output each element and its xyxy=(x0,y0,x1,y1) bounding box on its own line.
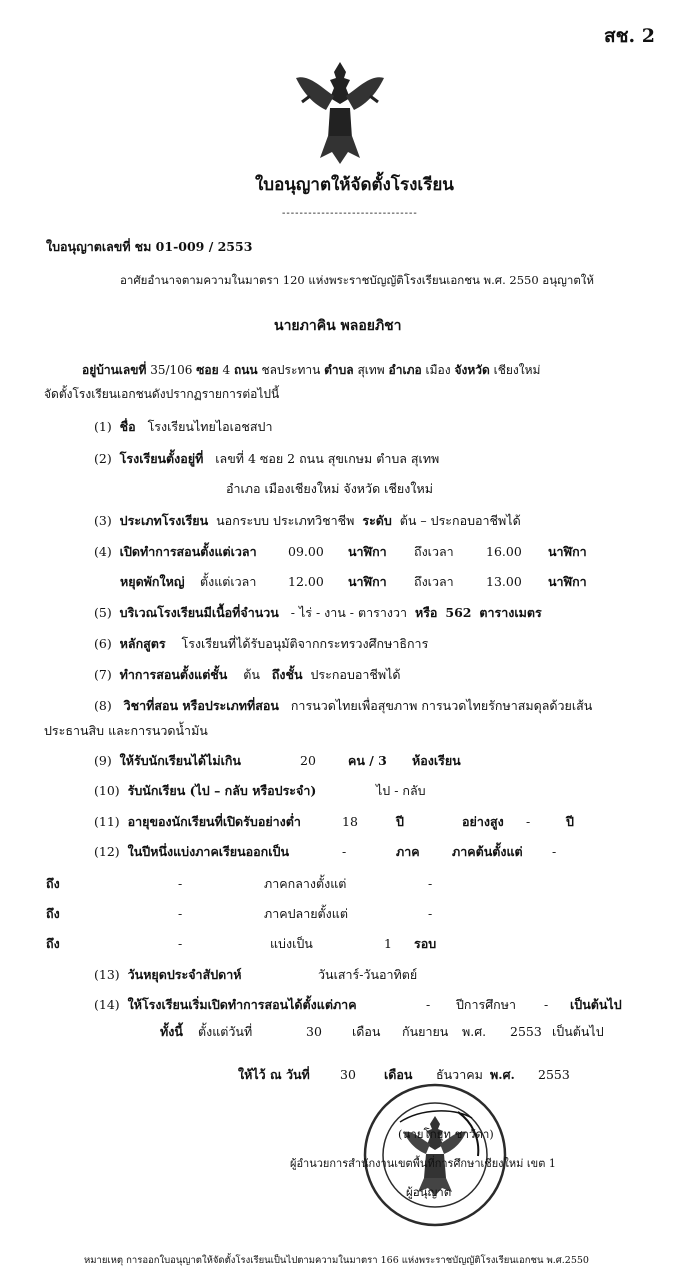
title-divider: ------------------------------- xyxy=(282,208,418,219)
to-grade-label: ถึงชั้น xyxy=(271,667,303,682)
term-count: - xyxy=(342,844,347,859)
license-number xyxy=(46,240,252,254)
last-term-start: - xyxy=(428,906,433,921)
rounds-unit: รอบ xyxy=(414,936,437,951)
effective-year: 2553 xyxy=(510,1024,542,1039)
item-label: ทำการสอนตั้งแต่ชั้น xyxy=(119,667,228,682)
item-value: โรงเรียนไทยไอเอชสปา xyxy=(147,419,273,434)
item-label: วิชาที่สอน หรือประเภทที่สอน xyxy=(123,698,279,713)
item-value: โรงเรียนที่ได้รับอนุมัติจากกระทรวงศึกษาธิการ xyxy=(181,636,429,651)
footnote: หมายเหตุ การออกใบอนุญาตให้จัดตั้งโรงเรียนเป็นไปตามความในมาตรา 166 แห่งพระราชบัญญัติโรงเรียนเอกชน พ.ศ.2550 xyxy=(84,1255,589,1266)
item-label: ให้รับนักเรียนได้ไม่เกิน xyxy=(119,753,241,768)
item-value: เลขที่ 4 ซอย 2 ถนน สุขเกษม ตำบล สุเทพ xyxy=(215,451,440,466)
house-label: อยู่บ้านเลขที่ xyxy=(82,363,147,377)
item-14 xyxy=(94,998,357,1012)
item-9 xyxy=(94,754,241,768)
sqm-unit: ตารางเมตร xyxy=(479,605,542,620)
effective-from: ตั้งแต่วันที่ xyxy=(198,1024,253,1039)
item-6 xyxy=(94,637,428,651)
rooms-label: ห้องเรียน xyxy=(412,753,461,768)
issued-label: ให้ไว้ ณ วันที่ xyxy=(238,1067,310,1082)
effective-label: ทั้งนี้ xyxy=(160,1024,183,1039)
break-end: 13.00 xyxy=(486,574,522,589)
signatory-role: ผู้อนุญาต xyxy=(406,1185,452,1199)
document-title: ใบอนุญาตให้จัดตั้งโรงเรียน xyxy=(255,175,454,195)
students-unit: คน / 3 xyxy=(348,753,387,768)
item-number: (7) xyxy=(94,667,112,682)
break-from: ตั้งแต่เวลา xyxy=(200,574,257,589)
item-8-line-2: ประธานสิบ และการนวดน้ำมัน xyxy=(44,723,208,738)
to-label: ถึงเวลา xyxy=(414,544,454,559)
district-value: เมือง xyxy=(425,363,451,377)
term-unit: ภาค xyxy=(396,844,420,859)
to-grade: ประกอบอาชีพได้ xyxy=(310,667,401,682)
break-start: 12.00 xyxy=(288,574,324,589)
address-line xyxy=(82,364,540,378)
item-number: (13) xyxy=(94,967,120,982)
to-3: ถึง xyxy=(46,936,60,951)
soi-value: 4 xyxy=(222,363,231,377)
authority-text: อาศัยอำนาจตามความในมาตรา 120 แห่งพระราชบัญญัติโรงเรียนเอกชน พ.ศ. 2550 อนุญาตให้ xyxy=(120,273,594,287)
road-value: ชลประทาน xyxy=(261,363,321,377)
to-1-value: - xyxy=(178,876,183,891)
item-number: (11) xyxy=(94,814,120,829)
item-label: อายุของนักเรียนที่เปิดรับอย่างต่ำ xyxy=(127,814,301,829)
item-label: ให้โรงเรียนเริ่มเปิดทำการสอนได้ตั้งแต่ภาค xyxy=(127,997,357,1012)
official-seal-icon xyxy=(362,1082,508,1228)
break-unit-2: นาฬิกา xyxy=(548,574,587,589)
item-label: บริเวณโรงเรียนมีเนื้อที่จำนวน xyxy=(119,605,279,620)
signatory-title: ผู้อำนวยการสำนักงานเขตพื้นที่การศึกษาเชียงใหม่ เขต 1 xyxy=(290,1157,556,1170)
weekend-value: วันเสาร์-วันอาทิตย์ xyxy=(318,967,418,982)
year-unit: ปี xyxy=(396,814,404,829)
item-number: (6) xyxy=(94,636,112,651)
garuda-emblem-icon xyxy=(290,56,390,168)
effective-day: 30 xyxy=(306,1024,322,1039)
mid-term-label: ภาคกลางตั้งแต่ xyxy=(264,876,347,891)
item-label: ประเภทโรงเรียน xyxy=(119,513,209,528)
item-label: รับนักเรียน (ไป – กลับ หรือประจำ) xyxy=(127,783,317,798)
issued-month-label: เดือน xyxy=(384,1067,413,1082)
item-label: โรงเรียนตั้งอยู่ที่ xyxy=(119,451,204,466)
academic-year-label: ปีการศึกษา xyxy=(456,997,516,1012)
area-rai: - ไร่ - งาน - ตารางวา xyxy=(290,605,407,620)
road-label: ถนน xyxy=(233,363,258,377)
item-7 xyxy=(94,668,401,682)
max-age-label: อย่างสูง xyxy=(462,814,504,829)
item-12 xyxy=(94,845,289,859)
item-3 xyxy=(94,514,521,528)
item-number: (4) xyxy=(94,544,112,559)
item-label: หลักสูตร xyxy=(119,636,166,651)
license-label: ใบอนุญาตเลขที่ xyxy=(46,239,131,254)
year-unit-2: ปี xyxy=(566,814,574,829)
break-unit: นาฬิกา xyxy=(348,574,387,589)
item-5 xyxy=(94,606,542,620)
item-2 xyxy=(94,452,439,466)
item-value: การนวดไทยเพื่อสุขภาพ การนวดไทยรักษาสมดุลด้วยเส้น xyxy=(290,698,593,713)
item-10 xyxy=(94,784,316,798)
split-label: แบ่งเป็น xyxy=(270,936,313,951)
time-unit: นาฬิกา xyxy=(348,544,387,559)
item-8 xyxy=(94,699,592,713)
house-no: 35/106 xyxy=(150,363,193,377)
item-number: (5) xyxy=(94,605,112,620)
to-2: ถึง xyxy=(46,906,60,921)
item-2-line-2: อำเภอ เมืองเชียงใหม่ จังหวัด เชียงใหม่ xyxy=(226,481,433,496)
soi-label: ซอย xyxy=(196,363,219,377)
issued-day: 30 xyxy=(340,1067,356,1082)
max-students: 20 xyxy=(300,753,316,768)
item-label: ชื่อ xyxy=(119,419,136,434)
effective-onward: เป็นต้นไป xyxy=(552,1024,604,1039)
break-to-label: ถึงเวลา xyxy=(414,574,454,589)
effective-month-label: เดือน xyxy=(352,1024,381,1039)
province-label: จังหวัด xyxy=(454,363,490,377)
first-term-label: ภาคต้นตั้งแต่ xyxy=(452,844,523,859)
subdistrict-label: ตำบล xyxy=(324,363,354,377)
start-time: 09.00 xyxy=(288,544,324,559)
item-label: วันหยุดประจำสัปดาห์ xyxy=(127,967,242,982)
level-label: ระดับ xyxy=(362,513,392,528)
subdistrict-value: สุเทพ xyxy=(357,363,385,377)
rounds-value: 1 xyxy=(384,936,392,951)
licensee-name: นายภาคิน พลอยภิชา xyxy=(274,318,402,334)
min-age: 18 xyxy=(342,814,358,829)
area-sqm: 562 xyxy=(445,605,472,620)
form-code: สช. 2 xyxy=(604,25,655,47)
boarding-type: ไป - กลับ xyxy=(376,783,426,798)
to-3-value: - xyxy=(178,936,183,951)
signatory-name: (นายโกยุท ชาวัดา) xyxy=(398,1127,494,1141)
district-label: อำเภอ xyxy=(388,363,422,377)
break-label: หยุดพักใหญ่ xyxy=(120,574,185,589)
province-value: เชียงใหม่ xyxy=(493,363,541,377)
end-time: 16.00 xyxy=(486,544,522,559)
max-age: - xyxy=(526,814,531,829)
item-4 xyxy=(94,545,257,559)
first-term-start: - xyxy=(552,844,557,859)
level-value: ต้น – ประกอบอาชีพได้ xyxy=(399,513,521,528)
item-label: เปิดทำการสอนตั้งแต่เวลา xyxy=(119,544,257,559)
issued-year: 2553 xyxy=(538,1067,570,1082)
effective-month: กันยายน xyxy=(402,1024,449,1039)
item-1 xyxy=(94,420,272,434)
onward-label: เป็นต้นไป xyxy=(570,997,622,1012)
item-number: (10) xyxy=(94,783,120,798)
or-label: หรือ xyxy=(414,605,438,620)
item-number: (9) xyxy=(94,753,112,768)
from-grade: ต้น xyxy=(243,667,260,682)
time-unit-2: นาฬิกา xyxy=(548,544,587,559)
license-value: ชม 01-009 / 2553 xyxy=(134,239,253,254)
item-number: (12) xyxy=(94,844,120,859)
item-number: (2) xyxy=(94,451,112,466)
last-term-label: ภาคปลายตั้งแต่ xyxy=(264,906,348,921)
item-label: ในปีหนึ่งแบ่งภาคเรียนออกเป็น xyxy=(127,844,290,859)
to-1: ถึง xyxy=(46,876,60,891)
item-number: (1) xyxy=(94,419,112,434)
item-11 xyxy=(94,815,301,829)
item-value: นอกระบบ ประเภทวิชาชีพ xyxy=(216,513,355,528)
academic-year: - xyxy=(544,997,549,1012)
item-number: (14) xyxy=(94,997,120,1012)
issued-month: ธันวาคม xyxy=(436,1067,483,1082)
item-number: (8) xyxy=(94,698,112,713)
item-13 xyxy=(94,968,242,982)
address-continuation: จัดตั้งโรงเรียนเอกชนดังปรากฏรายการต่อไปนี้ xyxy=(44,387,280,401)
item-number: (3) xyxy=(94,513,112,528)
effective-be-label: พ.ศ. xyxy=(462,1024,487,1039)
issued-be-label: พ.ศ. xyxy=(490,1067,515,1082)
start-term: - xyxy=(426,997,431,1012)
to-2-value: - xyxy=(178,906,183,921)
mid-term-start: - xyxy=(428,876,433,891)
